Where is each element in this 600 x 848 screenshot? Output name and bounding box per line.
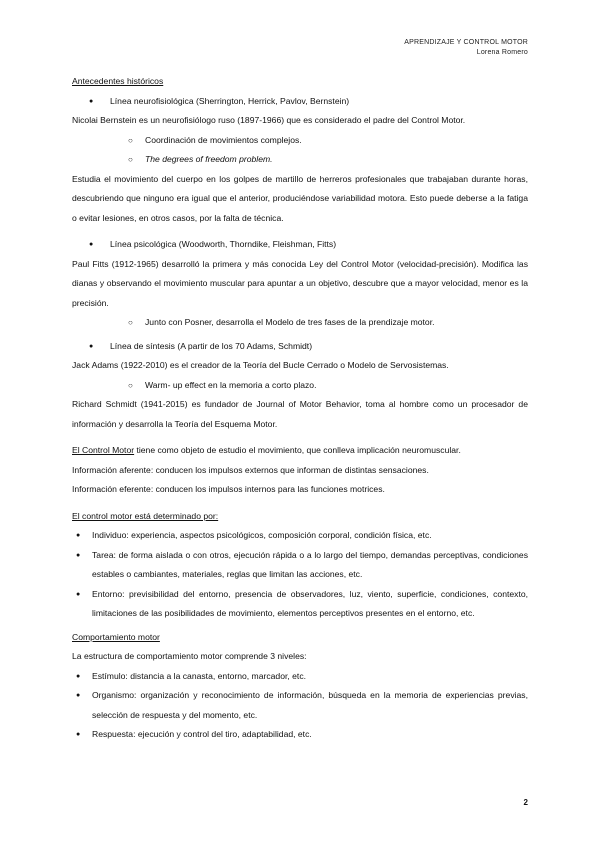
- bullet-icon: ●: [76, 731, 81, 738]
- bullet-icon: ●: [76, 672, 81, 680]
- paragraph-herreros: Estudia el movimiento del cuerpo en los golpes de martillo de herreros profesionales que trabajaban durante horas, descubriendo que ninguno era igual que el anterior, produciéndose variabilidad motora. Esto puede deberse a la fatiga o evitar lesiones, en otros casos, por la falta de técnica.: [72, 173, 528, 223]
- bullet-icon: ●: [76, 590, 81, 598]
- list-item-tarea: ● Tarea: de forma aislada o con otros, ejecución rápida o a lo largo del tiempo, demandas perceptivas, condiciones estables o cambiantes, materiales, reglas que limitan las acciones, etc.: [72, 546, 528, 585]
- bullet-icon: ●: [89, 241, 94, 248]
- bullet-icon: ●: [89, 342, 94, 350]
- subbullet-coordinacion: ○ Coordinación de movimientos complejos.: [72, 131, 528, 151]
- bullet-icon: ●: [76, 532, 81, 539]
- section-heading-determinado: El control motor está determinado por:: [72, 510, 219, 521]
- paragraph-control-motor: El Control Motor tiene como objeto de estudio el movimiento, que conlleva implicación neuromuscular.: [72, 445, 461, 455]
- paragraph-adams: Jack Adams (1922-2010) es el creador de la Teoría del Bucle Cerrado o Modelo de Servosistemas.: [72, 360, 449, 370]
- bullet-linea-psicologica: ● Línea psicológica (Woodworth, Thorndike, Fleishman, Fitts): [72, 235, 528, 255]
- circle-bullet-icon: ○: [128, 380, 133, 390]
- list-item-entorno: ● Entorno: previsibilidad del entorno, presencia de observadores, luz, viento, superficie, condiciones, contexto, limitaciones de las posibilidades de movimiento, elementos perceptivos presentes en el entorno, etc.: [72, 585, 528, 624]
- paragraph-bernstein: Nicolai Bernstein es un neurofisiólogo ruso (1897-1966) que es considerado el padre del Control Motor.: [72, 115, 466, 125]
- list-item-respuesta: ● Respuesta: ejecución y control del tiro, adaptabilidad, etc.: [72, 725, 528, 745]
- paragraph-schmidt: Richard Schmidt (1941-2015) es fundador de Journal of Motor Behavior, toma al hombre como un procesador de información y desarrolla la Teoría del Esquema Motor.: [72, 399, 528, 429]
- bullet-icon: ●: [76, 551, 81, 559]
- page-content: [72, 72, 528, 745]
- bullet-linea-sintesis: ● Línea de síntesis (A partir de los 70 Adams, Schmidt): [72, 337, 528, 357]
- circle-bullet-icon: ○: [128, 318, 133, 327]
- header-author: Lorena Romero: [476, 49, 528, 56]
- paragraph-fitts: Paul Fitts (1912-1965) desarrolló la primera y más conocida Ley del Control Motor (velocidad-precisión). Modifica las dianas y observando el movimiento muscular para apuntar a un objetivo, descubre que a mayor velocidad, menor es la precisión.: [72, 258, 528, 308]
- section-heading-antecedentes: Antecedentes históricos: [72, 76, 164, 86]
- bullet-icon: ●: [76, 692, 81, 699]
- header-title: APRENDIZAJE Y CONTROL MOTOR: [404, 39, 528, 46]
- paragraph-eferente: Información eferente: conducen los impulsos internos para las funciones motrices.: [72, 484, 385, 494]
- page-number: 2: [523, 798, 528, 807]
- circle-bullet-icon: ○: [128, 135, 133, 145]
- circle-bullet-icon: ○: [128, 155, 133, 164]
- paragraph-comportamiento-intro: La estructura de comportamiento motor comprende 3 niveles:: [72, 651, 307, 661]
- list-item-organismo: ● Organismo: organización y reconocimiento de información, búsqueda en la memoria de experiencias previas, selección de respuesta y del momento, etc.: [72, 686, 528, 725]
- term-control-motor: El Control Motor: [72, 445, 135, 455]
- list-item-individuo: ● Individuo: experiencia, aspectos psicológicos, composición corporal, condición física, etc.: [72, 526, 528, 546]
- list-item-estimulo: ● Estímulo: distancia a la canasta, entorno, marcador, etc.: [72, 667, 528, 687]
- paragraph-aferente: Información aferente: conducen los impulsos externos que informan de distintas sensaciones.: [72, 464, 429, 475]
- section-heading-comportamiento: Comportamiento motor: [72, 631, 160, 642]
- bullet-linea-neurofisiologica: ● Línea neurofisiológica (Sherrington, Herrick, Pavlov, Bernstein): [72, 92, 528, 112]
- subbullet-posner: ○ Junto con Posner, desarrolla el Modelo de tres fases de la prendizaje motor.: [72, 313, 528, 333]
- subbullet-warm-up: ○ Warm- up effect en la memoria a corto plazo.: [72, 376, 528, 396]
- bullet-icon: ●: [89, 97, 94, 105]
- page-header: [404, 38, 528, 58]
- subbullet-degrees-freedom: ○ The degrees of freedom problem.: [72, 150, 528, 170]
